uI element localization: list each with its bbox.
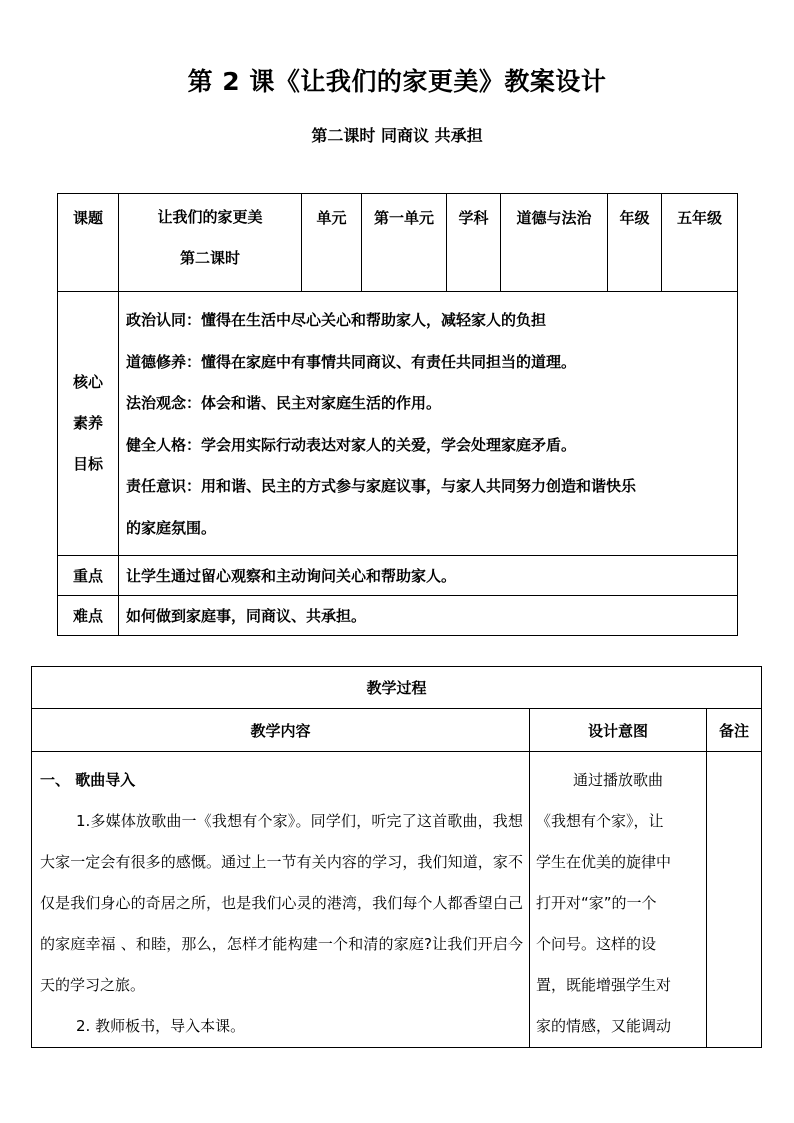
subject-label: 学科 (447, 194, 501, 292)
grade-label: 年级 (608, 194, 662, 292)
lesson-info-table (57, 193, 738, 636)
core-label-line: 核心 (72, 373, 103, 391)
subject-value: 道德与法治 (501, 194, 608, 292)
goal-item: 的家庭氛围。 (126, 518, 217, 537)
topic-label: 课题 (58, 194, 119, 292)
unit-value: 第一单元 (362, 194, 447, 292)
process-row (32, 752, 762, 1048)
intent-cell (530, 752, 707, 1048)
goal-item: 政治认同：懂得在生活中尽心关心和帮助家人，减轻家人的负担 (126, 311, 547, 329)
info-header-row (58, 194, 738, 292)
content-paragraph: 2. 教师板书，导入本课。 (76, 1017, 246, 1035)
difficulty-label: 难点 (58, 596, 119, 636)
page-title: 第 2 课《让我们的家更美》教案设计 (187, 67, 607, 96)
key-point-label: 重点 (58, 556, 119, 596)
core-label-line: 目标 (72, 455, 103, 473)
intent-line: 通过播放歌曲 (572, 771, 663, 789)
page-subtitle: 第二课时 同商议 共承担 (311, 126, 483, 145)
grade-value: 五年级 (662, 194, 738, 292)
intent-line: 《我想有个家》，让 (536, 812, 664, 830)
goal-item: 责任意识：用和谐、民主的方式参与家庭议事，与家人共同努力创造和谐快乐 (126, 477, 637, 495)
goal-item: 法治观念：体会和谐、民主对家庭生活的作用。 (126, 394, 442, 412)
topic-line1: 让我们的家更美 (157, 208, 263, 226)
intent-line: 打开对“家”的一个 (536, 894, 657, 912)
teaching-process-table (31, 666, 762, 1048)
goal-item: 健全人格：学会用实际行动表达对家人的关爱，学会处理家庭矛盾。 (126, 435, 577, 454)
intent-line: 个问号。这样的设 (536, 935, 657, 953)
difficulty-row (58, 596, 738, 636)
note-cell (707, 752, 762, 1048)
core-goals-list (119, 292, 738, 556)
goal-item: 道德修养：懂得在家庭中有事情共同商议、有责任共同担当的道理。 (126, 352, 577, 371)
col-intent-header: 设计意图 (530, 709, 707, 752)
process-columns-row (32, 709, 762, 752)
intent-line: 家的情感，又能调动 (536, 1017, 672, 1035)
content-paragraph: 1.多媒体放歌曲一《我想有个家》。同学们，听完了这首歌曲，我想大家一定会有很多的感慨。通过上一节有关内容的学习，我们知道，家不仅是我们身心的奇居之所，也是我们心灵的港湾，我们每个人都香望白己的家庭幸福 、和睦，那么，怎样才能构建一个和清的家庭?让我们开启今天的学习之旅。 (40, 812, 523, 994)
intent-line: 置，既能增强学生对 (536, 976, 672, 994)
key-point-value: 让学生通过留心观察和主动询问关心和帮助家人。 (119, 556, 738, 596)
topic-line2: 第二课时 (179, 249, 240, 267)
key-point-row (58, 556, 738, 596)
col-content-header: 教学内容 (32, 709, 530, 752)
core-goals-label (58, 292, 119, 556)
process-header: 教学过程 (32, 667, 762, 709)
section-title: 一、 歌曲导入 (40, 771, 136, 789)
core-label-line: 素养 (72, 414, 103, 432)
intent-line: 学生在优美的旋律中 (536, 853, 672, 871)
core-goals-row (58, 292, 738, 556)
difficulty-value: 如何做到家庭事，同商议、共承担。 (119, 596, 738, 636)
content-cell (32, 752, 530, 1048)
process-title-row (32, 667, 762, 709)
topic-value (119, 194, 302, 292)
col-note-header: 备注 (707, 709, 762, 752)
unit-label: 单元 (302, 194, 362, 292)
